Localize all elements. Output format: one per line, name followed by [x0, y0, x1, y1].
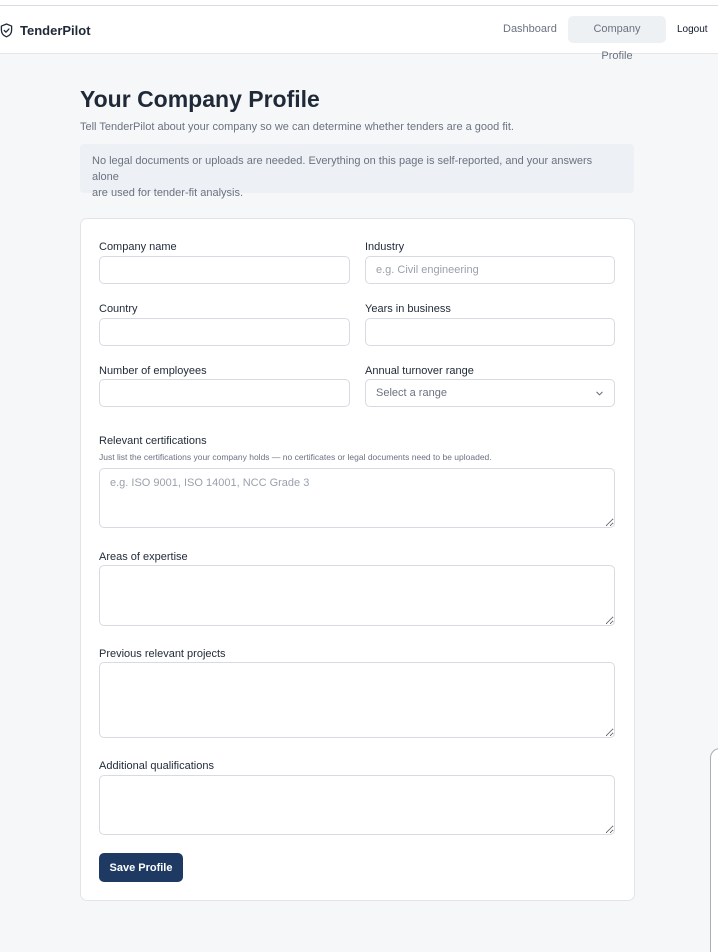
projects-textarea[interactable] — [99, 662, 615, 738]
qualifications-label: Additional qualifications — [99, 760, 214, 772]
years-in-business-input[interactable] — [365, 318, 615, 346]
expertise-textarea[interactable] — [99, 565, 615, 626]
offscreen-panel-edge — [710, 748, 718, 952]
info-notice — [80, 144, 634, 199]
page-title: Your Company Profile — [80, 86, 320, 112]
certifications-label: Relevant certifications — [99, 435, 207, 447]
years-in-business-label: Years in business — [365, 303, 451, 315]
projects-label: Previous relevant projects — [99, 648, 226, 660]
turnover-label: Annual turnover range — [365, 365, 474, 377]
turnover-selected-value: Select a range — [376, 387, 447, 399]
turnover-select[interactable] — [365, 379, 615, 407]
expertise-label: Areas of expertise — [99, 551, 188, 563]
country-input[interactable] — [99, 318, 350, 346]
notice-line-1: No legal documents or uploads are needed. Everything on this page is self-reported, and your answers alone — [92, 155, 593, 183]
logout-link[interactable]: Logout — [677, 24, 708, 35]
industry-input[interactable] — [365, 256, 615, 284]
shield-check-icon — [0, 23, 13, 38]
company-name-label: Company name — [99, 241, 177, 253]
employees-label: Number of employees — [99, 365, 207, 377]
certifications-textarea[interactable] — [99, 468, 615, 528]
page-subtitle: Tell TenderPilot about your company so we can determine whether tenders are a good fit. — [80, 121, 514, 133]
industry-label: Industry — [365, 241, 405, 253]
nav-dashboard-link[interactable]: Dashboard — [503, 23, 557, 35]
company-name-input[interactable] — [99, 256, 350, 284]
qualifications-textarea[interactable] — [99, 775, 615, 835]
country-label: Country — [99, 303, 138, 315]
brand[interactable] — [0, 21, 91, 39]
nav-company-profile-link[interactable]: Company Profile — [568, 16, 666, 43]
employees-input[interactable] — [99, 379, 350, 407]
notice-line-2: are used for tender-fit analysis. — [92, 187, 244, 199]
top-navbar — [0, 6, 718, 62]
brand-name: TenderPilot — [20, 22, 91, 38]
chevron-down-icon — [595, 389, 604, 398]
save-profile-button[interactable]: Save Profile — [99, 853, 183, 882]
certifications-hint: Just list the certifications your company holds — no certificates or legal documents need to be uploaded. — [99, 452, 492, 462]
